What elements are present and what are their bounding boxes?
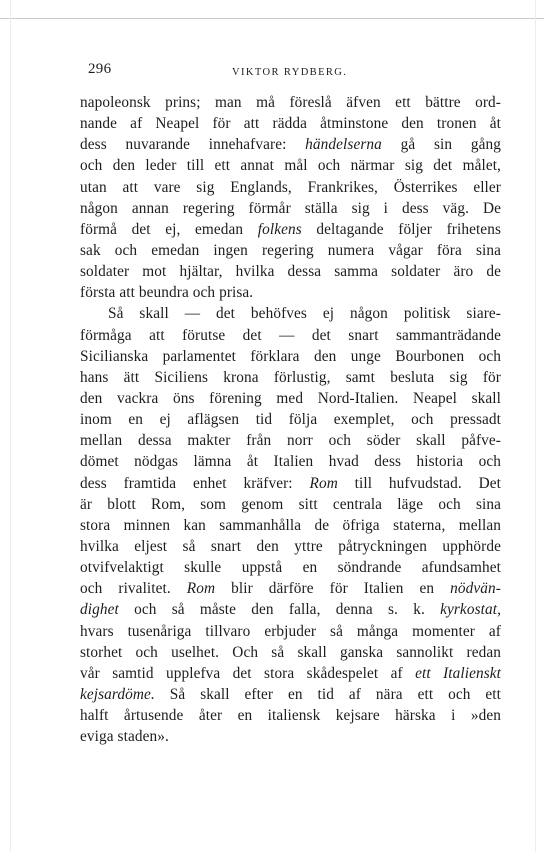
text-line: [80, 282, 501, 303]
text-line: [80, 515, 501, 536]
text-span: inom en ej aflägsen tid följa exemplet, och pressadt: [80, 411, 501, 429]
text-line: [80, 557, 501, 578]
italic-text: dighet: [80, 601, 119, 619]
top-border-rule: [0, 18, 544, 19]
text-span: utan att vare sig Englands, Frankrikes, Österrikes eller: [80, 178, 501, 196]
text-line: [80, 303, 501, 324]
paragraph: [80, 303, 501, 747]
text-line: [80, 155, 501, 176]
text-span: och den leder till ett annat mål och närmar sig det målet,: [80, 157, 501, 175]
page-number: 296: [88, 61, 112, 77]
text-span: otvifvelaktigt skulle uppstå en söndrande afundsamhet: [80, 559, 501, 577]
italic-text: kyrkostat,: [440, 601, 501, 619]
text-span: förmå det ej, emedan: [80, 220, 258, 238]
text-line: [80, 705, 501, 726]
text-line: [80, 536, 501, 557]
text-line: [80, 430, 501, 451]
text-span: någon annan regering förmår ställa sig i dess väg. De: [80, 199, 501, 217]
text-line: [80, 261, 501, 282]
text-span: Sicilianska parlamentet förklara den unge Bourbonen och: [80, 347, 501, 365]
text-line: [80, 346, 501, 367]
text-span: soldater mot hjältar, hvilka dessa samma soldater äro de: [80, 263, 501, 281]
text-span: deltagande följer frihetens: [301, 220, 501, 238]
text-span: sak och emedan ingen regering numera vågar föra sina: [80, 241, 501, 259]
running-head: VIKTOR RYDBERG.: [232, 67, 348, 78]
text-line: [80, 388, 501, 409]
text-span: storhet och uselhet. Och så skall ganska sannolikt redan: [80, 643, 501, 661]
text-span: dess nuvarande innehafvare:: [80, 136, 306, 154]
text-span: nande af Neapel för att rädda åtminstone den tronen åt: [80, 115, 501, 133]
text-line: [80, 325, 501, 346]
text-line: [80, 451, 501, 472]
text-span: och rivalitet.: [80, 580, 187, 598]
text-span: Så skall — det behöfves ej någon politisk siare-: [108, 305, 501, 323]
text-span: blir därföre för Italien en: [215, 580, 451, 598]
text-line: [80, 473, 501, 494]
text-line: [80, 113, 501, 134]
text-line: [80, 599, 501, 620]
italic-text: händelserna: [305, 136, 382, 154]
paragraph: [80, 92, 501, 303]
italic-text: Rom: [309, 474, 338, 492]
text-line: [80, 219, 501, 240]
italic-text: ett Italienskt: [415, 664, 501, 682]
text-line: [80, 177, 501, 198]
text-span: Så skall efter en tid af nära ett och ett: [154, 685, 501, 703]
text-span: dess framtida enhet kräfver:: [80, 474, 310, 492]
italic-text: folkens: [257, 220, 302, 238]
text-line: [80, 240, 501, 261]
text-span: mellan dessa makter från norr och söder skall påfve-: [80, 432, 501, 450]
page-header: [88, 61, 508, 83]
text-line: [80, 134, 501, 155]
italic-text: nödvän-: [450, 580, 501, 598]
text-line: [80, 621, 501, 642]
left-page-edge: [10, 0, 11, 852]
text-line: [80, 367, 501, 388]
text-span: och så måste den falla, denna s. k.: [118, 601, 441, 619]
text-span: första att beundra och prisa.: [80, 284, 254, 302]
text-span: dömet nödgas lämna åt Italien hvad dess historia och: [80, 453, 501, 471]
text-span: vår samtid upplefva det stora skådespelet af: [80, 664, 416, 682]
right-page-edge: [535, 0, 536, 852]
italic-text: Rom: [186, 580, 216, 598]
text-span: halft årtusende åter en italiensk kejsare härska i »den: [80, 707, 501, 725]
text-line: [80, 578, 501, 599]
text-line: [80, 409, 501, 430]
text-span: hans ätt Siciliens krona förlustig, samt besluta sig för: [80, 368, 501, 386]
italic-text: kejsardöme.: [80, 685, 155, 703]
text-line: [80, 684, 501, 705]
text-line: [80, 642, 501, 663]
text-span: hvars tusenåriga tillvaro erbjuder så många momenter af: [80, 622, 501, 640]
text-span: till hufvudstad. Det: [337, 474, 502, 492]
body-text: [80, 92, 501, 747]
text-span: är blott Rom, som genom sitt centrala läge och sina: [80, 495, 501, 513]
text-span: hvilka eljest så snart den yttre påtryckningen upphörde: [80, 537, 501, 555]
text-span: den vackra öns förening med Nord-Italien. Neapel skall: [80, 389, 501, 407]
text-line: [80, 726, 501, 747]
text-line: [80, 92, 501, 113]
text-line: [80, 198, 501, 219]
text-span: napoleonsk prins; man må föreslå äfven ett bättre ord-: [80, 94, 501, 111]
text-span: eviga staden».: [80, 728, 169, 746]
text-span: gå sin gång: [381, 136, 502, 154]
text-span: förmåga att förutse det — det snart sammanträdande: [80, 326, 501, 344]
text-span: stora minnen kan sammanhålla de öfriga staterna, mellan: [80, 516, 501, 534]
text-line: [80, 663, 501, 684]
text-line: [80, 494, 501, 515]
